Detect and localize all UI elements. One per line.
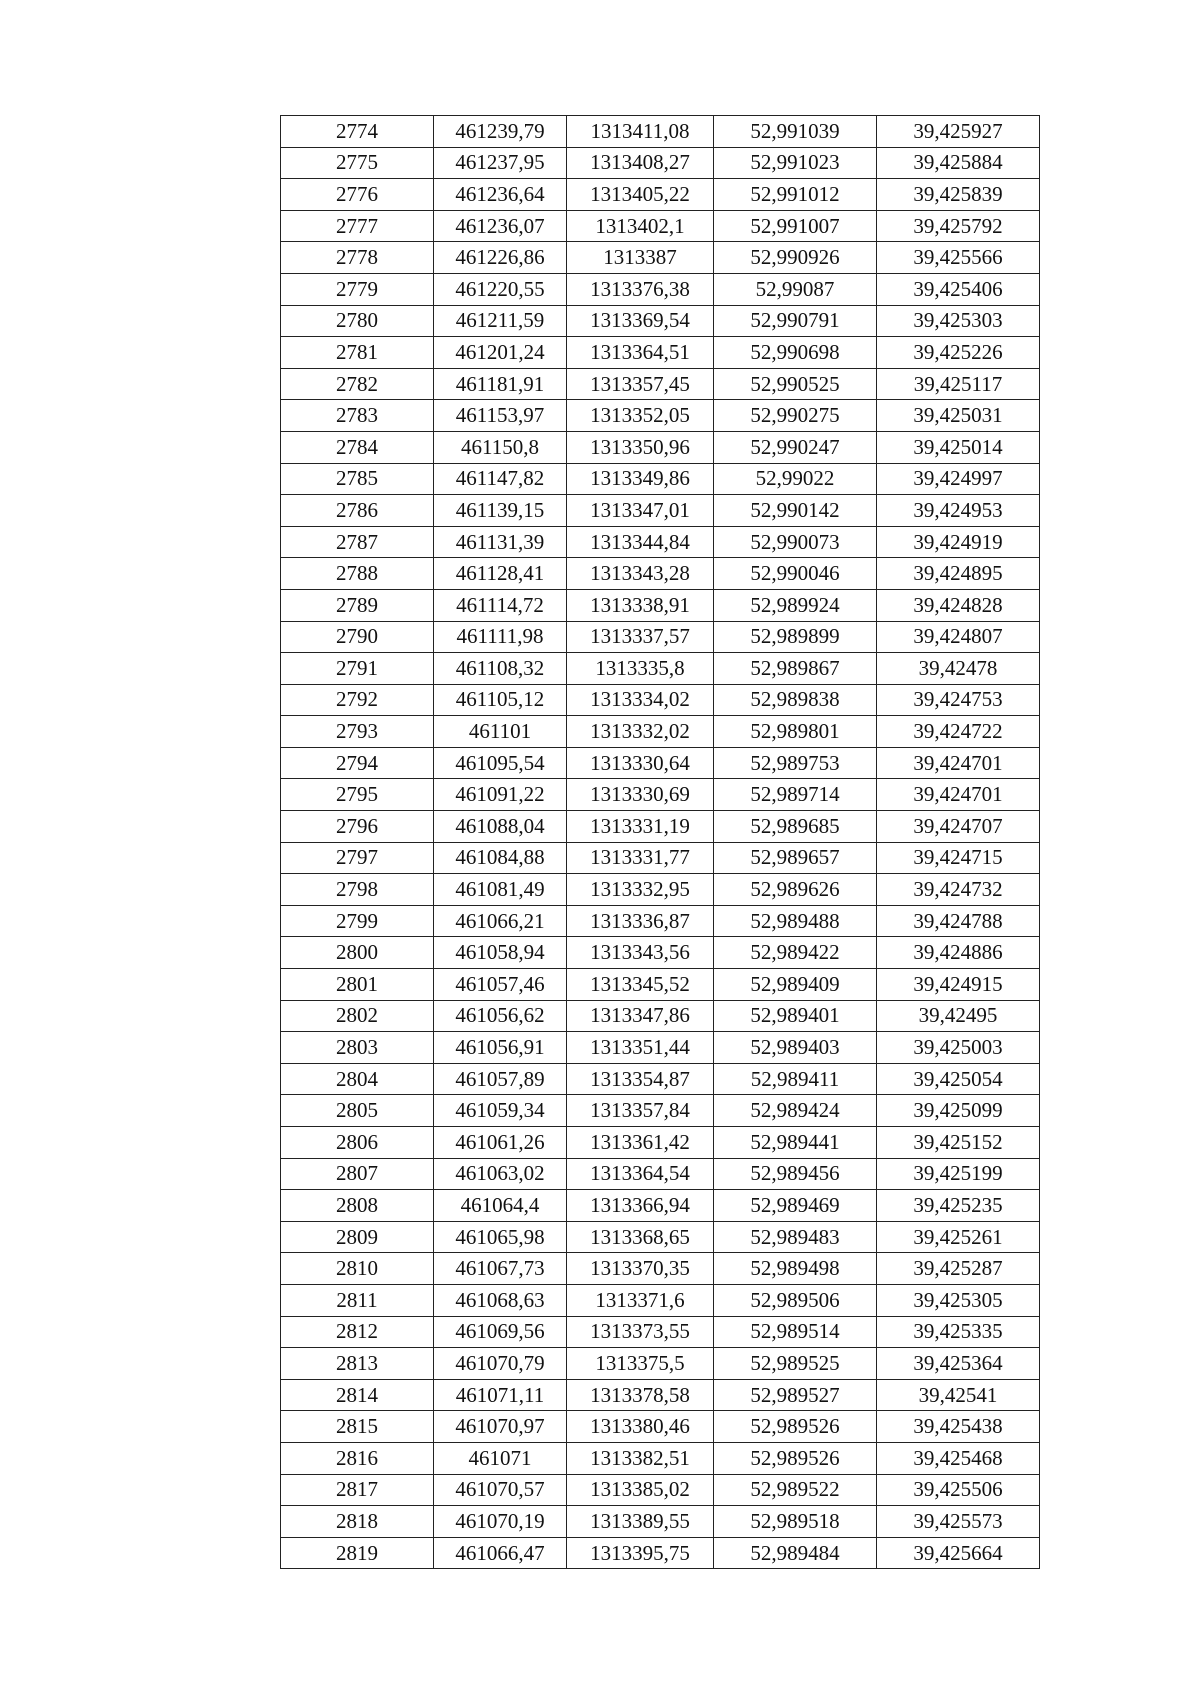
- longitude-cell: 39,424701: [877, 779, 1040, 811]
- latitude-cell: 52,989714: [714, 779, 877, 811]
- x-coordinate-cell: 461084,88: [434, 842, 567, 874]
- latitude-cell: 52,989401: [714, 1000, 877, 1032]
- x-coordinate-cell: 461056,62: [434, 1000, 567, 1032]
- point-number-cell: 2805: [281, 1095, 434, 1127]
- latitude-cell: 52,989522: [714, 1474, 877, 1506]
- latitude-cell: 52,990698: [714, 337, 877, 369]
- point-number-cell: 2779: [281, 273, 434, 305]
- longitude-cell: 39,425305: [877, 1284, 1040, 1316]
- y-coordinate-cell: 1313373,55: [567, 1316, 714, 1348]
- latitude-cell: 52,989626: [714, 874, 877, 906]
- point-number-cell: 2796: [281, 811, 434, 843]
- point-number-cell: 2774: [281, 116, 434, 148]
- x-coordinate-cell: 461070,57: [434, 1474, 567, 1506]
- x-coordinate-cell: 461147,82: [434, 463, 567, 495]
- longitude-cell: 39,424753: [877, 684, 1040, 716]
- longitude-cell: 39,425506: [877, 1474, 1040, 1506]
- point-number-cell: 2783: [281, 400, 434, 432]
- longitude-cell: 39,424915: [877, 969, 1040, 1001]
- table-row: [281, 1095, 1040, 1127]
- point-number-cell: 2816: [281, 1442, 434, 1474]
- table-row: [281, 116, 1040, 148]
- point-number-cell: 2794: [281, 747, 434, 779]
- latitude-cell: 52,989484: [714, 1537, 877, 1569]
- table-row: [281, 653, 1040, 685]
- longitude-cell: 39,424701: [877, 747, 1040, 779]
- point-number-cell: 2793: [281, 716, 434, 748]
- y-coordinate-cell: 1313376,38: [567, 273, 714, 305]
- longitude-cell: 39,424828: [877, 589, 1040, 621]
- x-coordinate-cell: 461139,15: [434, 495, 567, 527]
- table-row: [281, 1316, 1040, 1348]
- table-row: [281, 589, 1040, 621]
- x-coordinate-cell: 461070,79: [434, 1348, 567, 1380]
- latitude-cell: 52,991012: [714, 179, 877, 211]
- point-number-cell: 2789: [281, 589, 434, 621]
- y-coordinate-cell: 1313357,45: [567, 368, 714, 400]
- x-coordinate-cell: 461131,39: [434, 526, 567, 558]
- x-coordinate-cell: 461069,56: [434, 1316, 567, 1348]
- point-number-cell: 2799: [281, 905, 434, 937]
- latitude-cell: 52,990926: [714, 242, 877, 274]
- x-coordinate-cell: 461064,4: [434, 1190, 567, 1222]
- longitude-cell: 39,425573: [877, 1506, 1040, 1538]
- point-number-cell: 2811: [281, 1284, 434, 1316]
- latitude-cell: 52,989409: [714, 969, 877, 1001]
- table-row: [281, 1537, 1040, 1569]
- coordinates-table-body: [281, 116, 1040, 1569]
- point-number-cell: 2785: [281, 463, 434, 495]
- latitude-cell: 52,989411: [714, 1063, 877, 1095]
- point-number-cell: 2788: [281, 558, 434, 590]
- longitude-cell: 39,42541: [877, 1379, 1040, 1411]
- latitude-cell: 52,989867: [714, 653, 877, 685]
- y-coordinate-cell: 1313411,08: [567, 116, 714, 148]
- x-coordinate-cell: 461111,98: [434, 621, 567, 653]
- x-coordinate-cell: 461101: [434, 716, 567, 748]
- x-coordinate-cell: 461057,89: [434, 1063, 567, 1095]
- longitude-cell: 39,425287: [877, 1253, 1040, 1285]
- latitude-cell: 52,989441: [714, 1127, 877, 1159]
- x-coordinate-cell: 461236,64: [434, 179, 567, 211]
- y-coordinate-cell: 1313343,56: [567, 937, 714, 969]
- latitude-cell: 52,989527: [714, 1379, 877, 1411]
- table-row: [281, 273, 1040, 305]
- table-row: [281, 558, 1040, 590]
- longitude-cell: 39,425839: [877, 179, 1040, 211]
- table-row: [281, 811, 1040, 843]
- longitude-cell: 39,425927: [877, 116, 1040, 148]
- x-coordinate-cell: 461088,04: [434, 811, 567, 843]
- latitude-cell: 52,990791: [714, 305, 877, 337]
- table-row: [281, 1348, 1040, 1380]
- x-coordinate-cell: 461057,46: [434, 969, 567, 1001]
- y-coordinate-cell: 1313380,46: [567, 1411, 714, 1443]
- point-number-cell: 2787: [281, 526, 434, 558]
- y-coordinate-cell: 1313335,8: [567, 653, 714, 685]
- table-row: [281, 210, 1040, 242]
- y-coordinate-cell: 1313366,94: [567, 1190, 714, 1222]
- table-row: [281, 937, 1040, 969]
- longitude-cell: 39,424807: [877, 621, 1040, 653]
- longitude-cell: 39,425152: [877, 1127, 1040, 1159]
- longitude-cell: 39,425406: [877, 273, 1040, 305]
- x-coordinate-cell: 461058,94: [434, 937, 567, 969]
- latitude-cell: 52,989422: [714, 937, 877, 969]
- latitude-cell: 52,991039: [714, 116, 877, 148]
- y-coordinate-cell: 1313347,01: [567, 495, 714, 527]
- y-coordinate-cell: 1313343,28: [567, 558, 714, 590]
- y-coordinate-cell: 1313331,19: [567, 811, 714, 843]
- longitude-cell: 39,424997: [877, 463, 1040, 495]
- table-row: [281, 842, 1040, 874]
- latitude-cell: 52,989801: [714, 716, 877, 748]
- y-coordinate-cell: 1313345,52: [567, 969, 714, 1001]
- y-coordinate-cell: 1313385,02: [567, 1474, 714, 1506]
- point-number-cell: 2807: [281, 1158, 434, 1190]
- y-coordinate-cell: 1313364,51: [567, 337, 714, 369]
- x-coordinate-cell: 461070,19: [434, 1506, 567, 1538]
- y-coordinate-cell: 1313331,77: [567, 842, 714, 874]
- y-coordinate-cell: 1313370,35: [567, 1253, 714, 1285]
- point-number-cell: 2792: [281, 684, 434, 716]
- x-coordinate-cell: 461070,97: [434, 1411, 567, 1443]
- longitude-cell: 39,424895: [877, 558, 1040, 590]
- point-number-cell: 2780: [281, 305, 434, 337]
- y-coordinate-cell: 1313332,02: [567, 716, 714, 748]
- point-number-cell: 2817: [281, 1474, 434, 1506]
- y-coordinate-cell: 1313357,84: [567, 1095, 714, 1127]
- latitude-cell: 52,989456: [714, 1158, 877, 1190]
- x-coordinate-cell: 461150,8: [434, 431, 567, 463]
- latitude-cell: 52,990247: [714, 431, 877, 463]
- latitude-cell: 52,99022: [714, 463, 877, 495]
- latitude-cell: 52,989924: [714, 589, 877, 621]
- point-number-cell: 2797: [281, 842, 434, 874]
- table-row: [281, 874, 1040, 906]
- latitude-cell: 52,989899: [714, 621, 877, 653]
- longitude-cell: 39,425364: [877, 1348, 1040, 1380]
- table-row: [281, 779, 1040, 811]
- longitude-cell: 39,425303: [877, 305, 1040, 337]
- longitude-cell: 39,425014: [877, 431, 1040, 463]
- x-coordinate-cell: 461081,49: [434, 874, 567, 906]
- latitude-cell: 52,989526: [714, 1411, 877, 1443]
- point-number-cell: 2778: [281, 242, 434, 274]
- y-coordinate-cell: 1313336,87: [567, 905, 714, 937]
- longitude-cell: 39,425226: [877, 337, 1040, 369]
- point-number-cell: 2812: [281, 1316, 434, 1348]
- y-coordinate-cell: 1313389,55: [567, 1506, 714, 1538]
- table-row: [281, 431, 1040, 463]
- table-row: [281, 1158, 1040, 1190]
- longitude-cell: 39,42495: [877, 1000, 1040, 1032]
- longitude-cell: 39,424886: [877, 937, 1040, 969]
- y-coordinate-cell: 1313371,6: [567, 1284, 714, 1316]
- longitude-cell: 39,425235: [877, 1190, 1040, 1222]
- point-number-cell: 2798: [281, 874, 434, 906]
- latitude-cell: 52,989838: [714, 684, 877, 716]
- y-coordinate-cell: 1313330,69: [567, 779, 714, 811]
- x-coordinate-cell: 461128,41: [434, 558, 567, 590]
- longitude-cell: 39,425117: [877, 368, 1040, 400]
- x-coordinate-cell: 461065,98: [434, 1221, 567, 1253]
- latitude-cell: 52,99087: [714, 273, 877, 305]
- point-number-cell: 2802: [281, 1000, 434, 1032]
- x-coordinate-cell: 461226,86: [434, 242, 567, 274]
- y-coordinate-cell: 1313402,1: [567, 210, 714, 242]
- table-row: [281, 1411, 1040, 1443]
- longitude-cell: 39,424722: [877, 716, 1040, 748]
- latitude-cell: 52,990525: [714, 368, 877, 400]
- x-coordinate-cell: 461181,91: [434, 368, 567, 400]
- latitude-cell: 52,989506: [714, 1284, 877, 1316]
- x-coordinate-cell: 461237,95: [434, 147, 567, 179]
- coordinates-table: [280, 115, 1040, 1569]
- longitude-cell: 39,425566: [877, 242, 1040, 274]
- longitude-cell: 39,425199: [877, 1158, 1040, 1190]
- longitude-cell: 39,425438: [877, 1411, 1040, 1443]
- point-number-cell: 2814: [281, 1379, 434, 1411]
- point-number-cell: 2790: [281, 621, 434, 653]
- y-coordinate-cell: 1313395,75: [567, 1537, 714, 1569]
- latitude-cell: 52,989514: [714, 1316, 877, 1348]
- latitude-cell: 52,989526: [714, 1442, 877, 1474]
- x-coordinate-cell: 461068,63: [434, 1284, 567, 1316]
- y-coordinate-cell: 1313332,95: [567, 874, 714, 906]
- point-number-cell: 2795: [281, 779, 434, 811]
- point-number-cell: 2784: [281, 431, 434, 463]
- point-number-cell: 2804: [281, 1063, 434, 1095]
- latitude-cell: 52,989498: [714, 1253, 877, 1285]
- x-coordinate-cell: 461236,07: [434, 210, 567, 242]
- table-row: [281, 242, 1040, 274]
- x-coordinate-cell: 461066,47: [434, 1537, 567, 1569]
- table-row: [281, 1063, 1040, 1095]
- x-coordinate-cell: 461066,21: [434, 905, 567, 937]
- x-coordinate-cell: 461220,55: [434, 273, 567, 305]
- y-coordinate-cell: 1313337,57: [567, 621, 714, 653]
- y-coordinate-cell: 1313408,27: [567, 147, 714, 179]
- table-row: [281, 1000, 1040, 1032]
- point-number-cell: 2819: [281, 1537, 434, 1569]
- longitude-cell: 39,425054: [877, 1063, 1040, 1095]
- latitude-cell: 52,989685: [714, 811, 877, 843]
- longitude-cell: 39,425261: [877, 1221, 1040, 1253]
- point-number-cell: 2782: [281, 368, 434, 400]
- y-coordinate-cell: 1313369,54: [567, 305, 714, 337]
- y-coordinate-cell: 1313354,87: [567, 1063, 714, 1095]
- longitude-cell: 39,424953: [877, 495, 1040, 527]
- table-row: [281, 1442, 1040, 1474]
- latitude-cell: 52,990142: [714, 495, 877, 527]
- table-row: [281, 1506, 1040, 1538]
- point-number-cell: 2777: [281, 210, 434, 242]
- y-coordinate-cell: 1313330,64: [567, 747, 714, 779]
- point-number-cell: 2806: [281, 1127, 434, 1159]
- point-number-cell: 2800: [281, 937, 434, 969]
- x-coordinate-cell: 461108,32: [434, 653, 567, 685]
- point-number-cell: 2776: [281, 179, 434, 211]
- y-coordinate-cell: 1313405,22: [567, 179, 714, 211]
- x-coordinate-cell: 461153,97: [434, 400, 567, 432]
- y-coordinate-cell: 1313349,86: [567, 463, 714, 495]
- point-number-cell: 2801: [281, 969, 434, 1001]
- table-row: [281, 684, 1040, 716]
- y-coordinate-cell: 1313368,65: [567, 1221, 714, 1253]
- table-row: [281, 526, 1040, 558]
- longitude-cell: 39,425664: [877, 1537, 1040, 1569]
- table-row: [281, 621, 1040, 653]
- point-number-cell: 2818: [281, 1506, 434, 1538]
- longitude-cell: 39,425792: [877, 210, 1040, 242]
- longitude-cell: 39,425099: [877, 1095, 1040, 1127]
- longitude-cell: 39,425031: [877, 400, 1040, 432]
- table-row: [281, 1284, 1040, 1316]
- point-number-cell: 2786: [281, 495, 434, 527]
- y-coordinate-cell: 1313344,84: [567, 526, 714, 558]
- x-coordinate-cell: 461091,22: [434, 779, 567, 811]
- latitude-cell: 52,989483: [714, 1221, 877, 1253]
- latitude-cell: 52,989469: [714, 1190, 877, 1222]
- x-coordinate-cell: 461061,26: [434, 1127, 567, 1159]
- table-row: [281, 179, 1040, 211]
- table-row: [281, 1253, 1040, 1285]
- point-number-cell: 2810: [281, 1253, 434, 1285]
- longitude-cell: 39,424919: [877, 526, 1040, 558]
- x-coordinate-cell: 461201,24: [434, 337, 567, 369]
- y-coordinate-cell: 1313387: [567, 242, 714, 274]
- point-number-cell: 2781: [281, 337, 434, 369]
- x-coordinate-cell: 461059,34: [434, 1095, 567, 1127]
- latitude-cell: 52,989753: [714, 747, 877, 779]
- table-row: [281, 337, 1040, 369]
- point-number-cell: 2791: [281, 653, 434, 685]
- table-row: [281, 969, 1040, 1001]
- table-row: [281, 1221, 1040, 1253]
- table-row: [281, 1127, 1040, 1159]
- x-coordinate-cell: 461071: [434, 1442, 567, 1474]
- table-row: [281, 400, 1040, 432]
- longitude-cell: 39,42478: [877, 653, 1040, 685]
- table-row: [281, 1032, 1040, 1064]
- longitude-cell: 39,424715: [877, 842, 1040, 874]
- latitude-cell: 52,989488: [714, 905, 877, 937]
- table-row: [281, 716, 1040, 748]
- x-coordinate-cell: 461095,54: [434, 747, 567, 779]
- x-coordinate-cell: 461211,59: [434, 305, 567, 337]
- latitude-cell: 52,990275: [714, 400, 877, 432]
- point-number-cell: 2775: [281, 147, 434, 179]
- table-row: [281, 368, 1040, 400]
- table-row: [281, 463, 1040, 495]
- x-coordinate-cell: 461067,73: [434, 1253, 567, 1285]
- longitude-cell: 39,424707: [877, 811, 1040, 843]
- latitude-cell: 52,990073: [714, 526, 877, 558]
- table-row: [281, 1190, 1040, 1222]
- table-row: [281, 1379, 1040, 1411]
- longitude-cell: 39,425335: [877, 1316, 1040, 1348]
- y-coordinate-cell: 1313352,05: [567, 400, 714, 432]
- x-coordinate-cell: 461063,02: [434, 1158, 567, 1190]
- x-coordinate-cell: 461071,11: [434, 1379, 567, 1411]
- longitude-cell: 39,425884: [877, 147, 1040, 179]
- x-coordinate-cell: 461056,91: [434, 1032, 567, 1064]
- y-coordinate-cell: 1313378,58: [567, 1379, 714, 1411]
- latitude-cell: 52,989525: [714, 1348, 877, 1380]
- latitude-cell: 52,991007: [714, 210, 877, 242]
- y-coordinate-cell: 1313382,51: [567, 1442, 714, 1474]
- latitude-cell: 52,989403: [714, 1032, 877, 1064]
- longitude-cell: 39,424732: [877, 874, 1040, 906]
- x-coordinate-cell: 461114,72: [434, 589, 567, 621]
- point-number-cell: 2815: [281, 1411, 434, 1443]
- y-coordinate-cell: 1313364,54: [567, 1158, 714, 1190]
- table-row: [281, 147, 1040, 179]
- latitude-cell: 52,991023: [714, 147, 877, 179]
- longitude-cell: 39,425468: [877, 1442, 1040, 1474]
- latitude-cell: 52,990046: [714, 558, 877, 590]
- y-coordinate-cell: 1313375,5: [567, 1348, 714, 1380]
- y-coordinate-cell: 1313347,86: [567, 1000, 714, 1032]
- x-coordinate-cell: 461105,12: [434, 684, 567, 716]
- latitude-cell: 52,989424: [714, 1095, 877, 1127]
- point-number-cell: 2803: [281, 1032, 434, 1064]
- y-coordinate-cell: 1313361,42: [567, 1127, 714, 1159]
- point-number-cell: 2809: [281, 1221, 434, 1253]
- table-row: [281, 1474, 1040, 1506]
- latitude-cell: 52,989518: [714, 1506, 877, 1538]
- table-row: [281, 747, 1040, 779]
- point-number-cell: 2808: [281, 1190, 434, 1222]
- y-coordinate-cell: 1313351,44: [567, 1032, 714, 1064]
- longitude-cell: 39,425003: [877, 1032, 1040, 1064]
- x-coordinate-cell: 461239,79: [434, 116, 567, 148]
- y-coordinate-cell: 1313334,02: [567, 684, 714, 716]
- table-row: [281, 305, 1040, 337]
- table-row: [281, 905, 1040, 937]
- y-coordinate-cell: 1313350,96: [567, 431, 714, 463]
- point-number-cell: 2813: [281, 1348, 434, 1380]
- table-row: [281, 495, 1040, 527]
- longitude-cell: 39,424788: [877, 905, 1040, 937]
- latitude-cell: 52,989657: [714, 842, 877, 874]
- y-coordinate-cell: 1313338,91: [567, 589, 714, 621]
